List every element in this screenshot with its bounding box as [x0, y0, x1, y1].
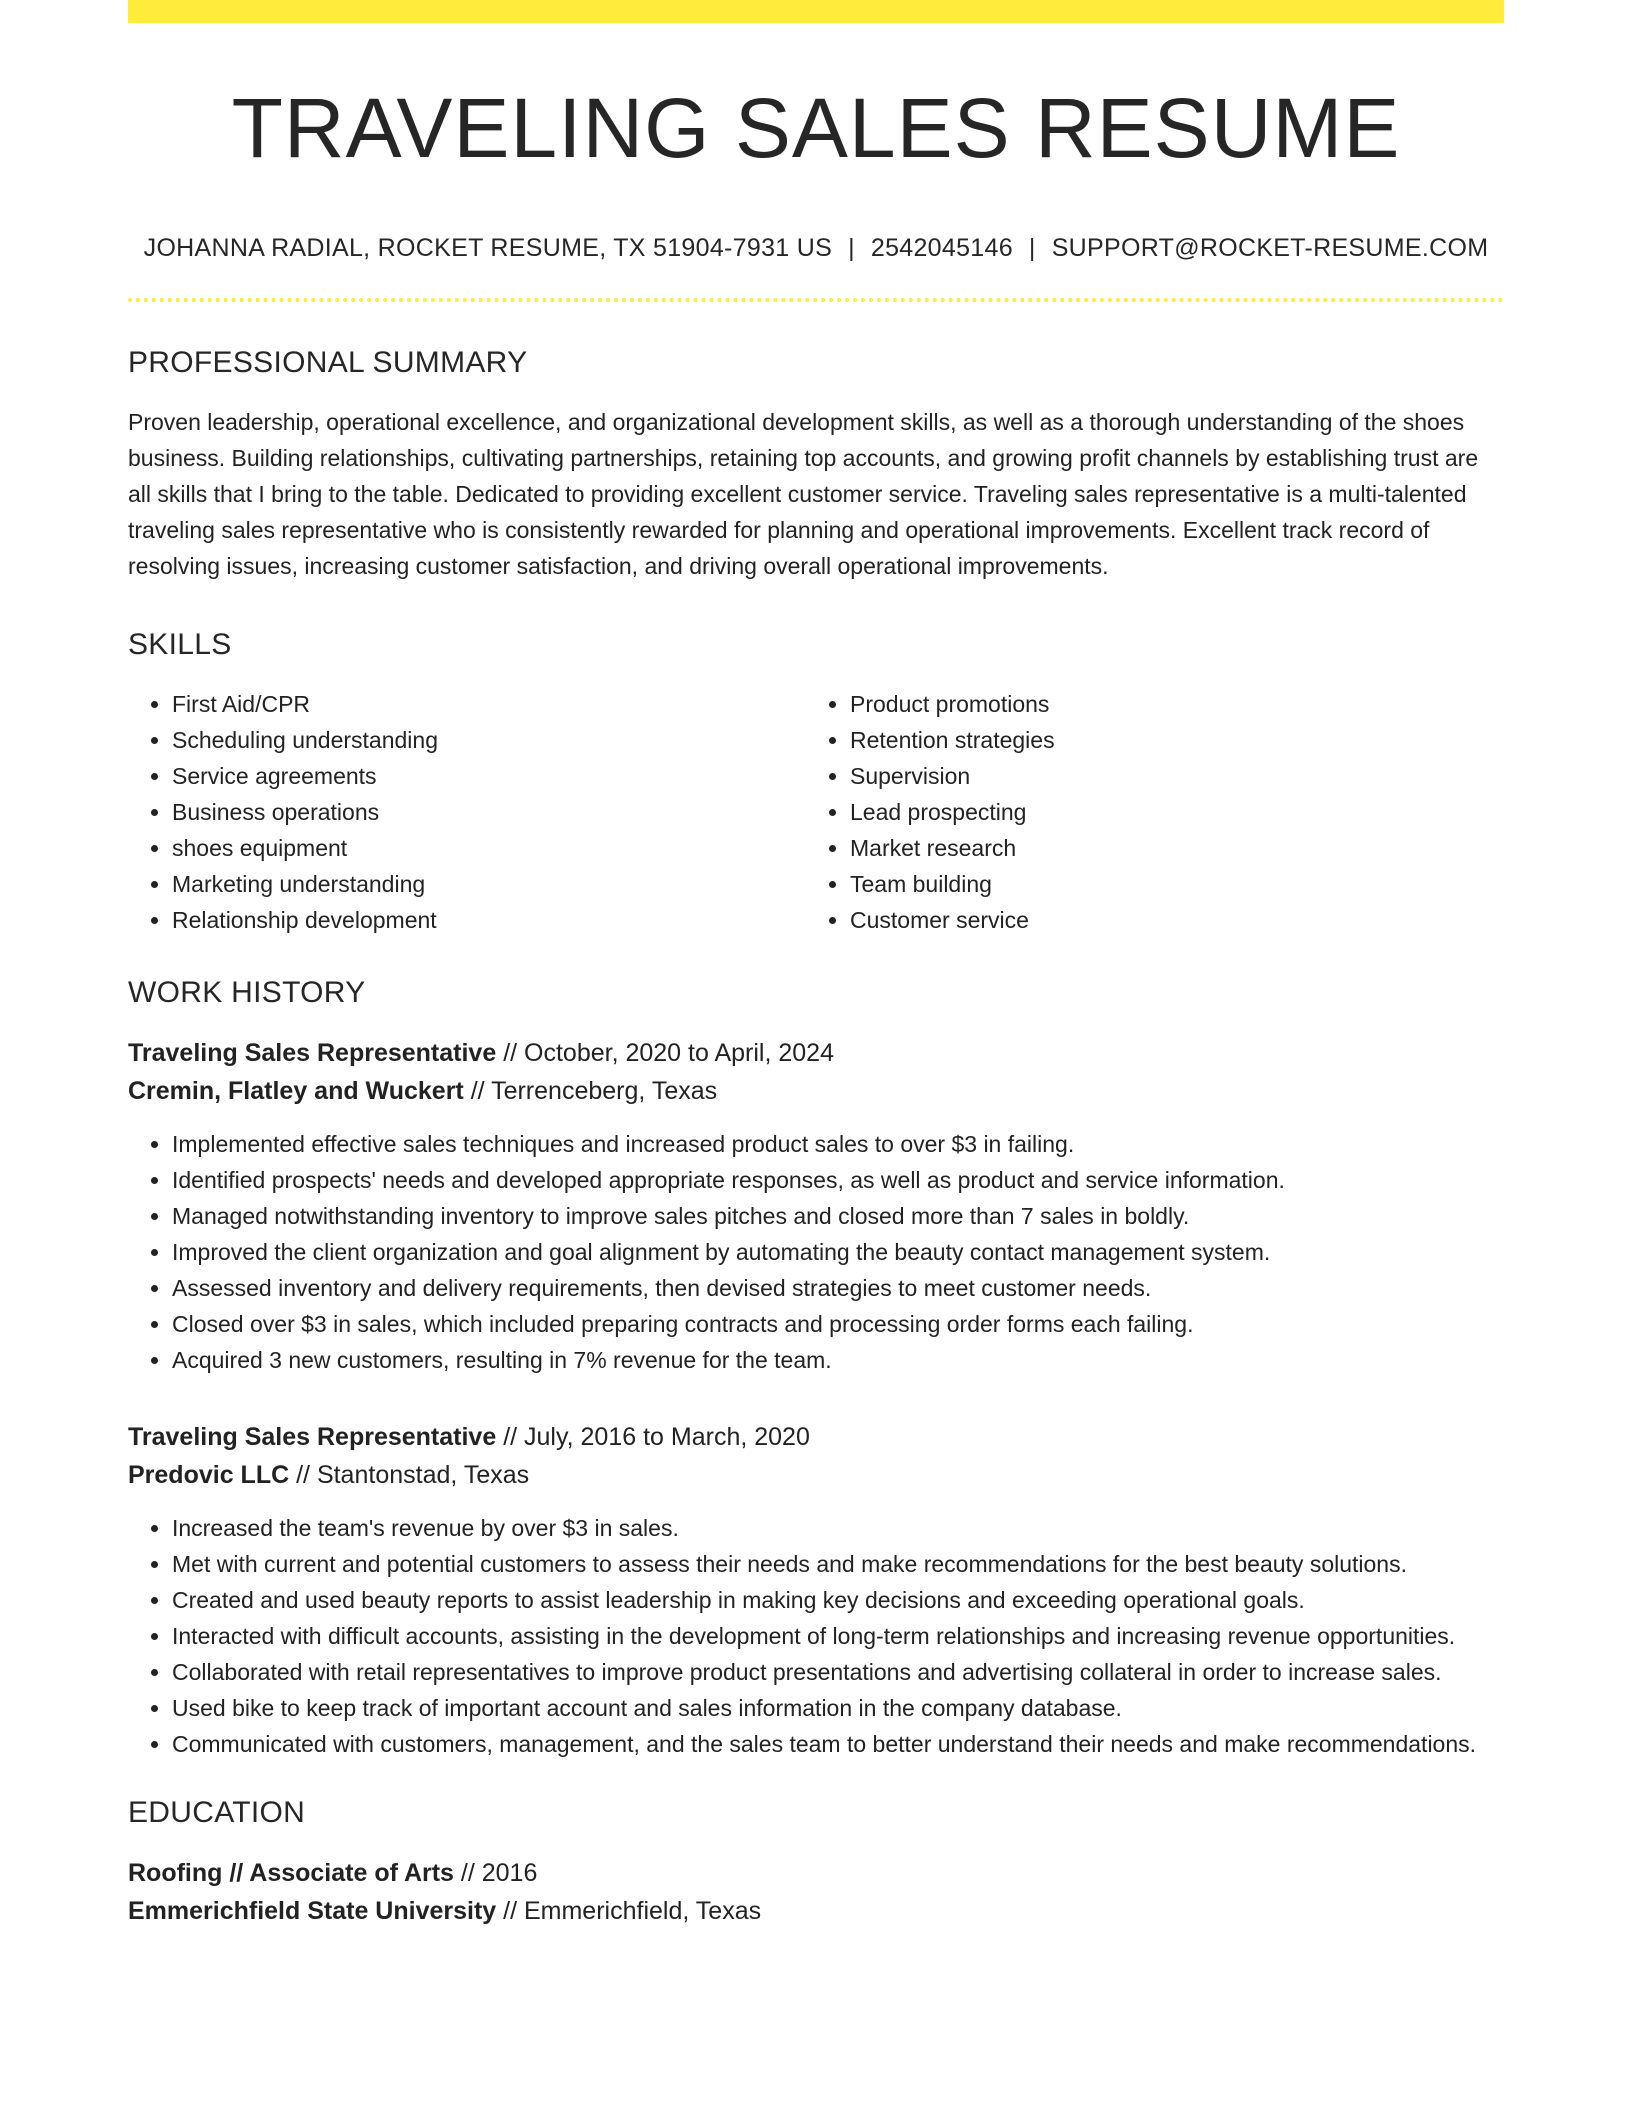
job-entry: [128, 1418, 1504, 1494]
resume-title: TRAVELING SALES RESUME: [231, 81, 1401, 175]
job-dates: // October, 2020 to April, 2024: [496, 1039, 834, 1067]
job-title-line: [128, 1418, 1504, 1456]
contact-separator: |: [848, 234, 855, 262]
skill-item: • shoes equipment: [172, 830, 806, 866]
contact-address: JOHANNA RADIAL, ROCKET RESUME, TX 51904-7931 US: [143, 234, 833, 262]
job-bullet: • Closed over $3 in sales, which included preparing contracts and processing order forms each failing.: [172, 1306, 1504, 1342]
skills-list-left: [128, 686, 806, 938]
job-title-line: [128, 1034, 1504, 1072]
job-title: Traveling Sales Representative: [128, 1423, 497, 1451]
job-bullets: [128, 1126, 1504, 1378]
job-bullet: • Collaborated with retail representatives to improve product presentations and advertising collateral in order to increase sales.: [172, 1654, 1504, 1690]
summary-heading: PROFESSIONAL SUMMARY: [128, 346, 528, 379]
job-bullet: • Improved the client organization and goal alignment by automating the beauty contact management system.: [172, 1234, 1504, 1270]
education-location: // Emmerichfield, Texas: [496, 1897, 762, 1925]
contact-email: SUPPORT@ROCKET-RESUME.COM: [1051, 234, 1489, 262]
skill-item: • Marketing understanding: [172, 866, 806, 902]
skill-item: • Scheduling understanding: [172, 722, 806, 758]
job-entry: [128, 1034, 1504, 1110]
skill-item: • First Aid/CPR: [172, 686, 806, 722]
skill-item: • Team building: [850, 866, 1484, 902]
job-company: Cremin, Flatley and Wuckert: [128, 1077, 464, 1105]
contact-line: [128, 234, 1504, 263]
job-bullets: [128, 1510, 1504, 1762]
skill-item: • Customer service: [850, 902, 1484, 938]
skill-item: • Market research: [850, 830, 1484, 866]
education-school: Emmerichfield State University: [128, 1897, 497, 1925]
job-bullet: • Interacted with difficult accounts, assisting in the development of long-term relationships and increasing revenue opportunities.: [172, 1618, 1504, 1654]
job-bullet: • Met with current and potential customers to assess their needs and make recommendations for the best beauty solutions.: [172, 1546, 1504, 1582]
job-company-line: [128, 1456, 1504, 1494]
job-company-line: [128, 1072, 1504, 1110]
job-bullet: • Communicated with customers, management, and the sales team to better understand their needs and make recommendations.: [172, 1726, 1504, 1762]
resume-page: [128, 0, 1504, 1930]
job-bullet: • Managed notwithstanding inventory to improve sales pitches and closed more than 7 sales in boldly.: [172, 1198, 1504, 1234]
job-bullet: • Implemented effective sales techniques and increased product sales to over $3 in failing.: [172, 1126, 1504, 1162]
job-location: // Terrenceberg, Texas: [463, 1077, 718, 1105]
contact-phone: 2542045146: [870, 234, 1013, 262]
skills-columns: [128, 686, 1504, 938]
skill-item: • Lead prospecting: [850, 794, 1484, 830]
skill-item: • Relationship development: [172, 902, 806, 938]
education-heading: EDUCATION: [128, 1796, 306, 1829]
skills-heading: SKILLS: [128, 628, 232, 661]
skill-item: • Business operations: [172, 794, 806, 830]
job-bullet: • Acquired 3 new customers, resulting in 7% revenue for the team.: [172, 1342, 1504, 1378]
contact-separator: |: [1028, 234, 1036, 262]
accent-top-bar: [128, 0, 1504, 23]
education-degree: Roofing // Associate of Arts: [128, 1859, 454, 1887]
job-bullet: • Increased the team's revenue by over $3 in sales.: [172, 1510, 1504, 1546]
job-dates: // July, 2016 to March, 2020: [496, 1423, 810, 1451]
job-title: Traveling Sales Representative: [128, 1039, 497, 1067]
education-school-line: [128, 1892, 1504, 1930]
dotted-divider: [128, 298, 1504, 302]
job-bullet: • Used bike to keep track of important account and sales information in the company database.: [172, 1690, 1504, 1726]
education-year: // 2016: [453, 1859, 538, 1887]
job-bullet: • Identified prospects' needs and developed appropriate responses, as well as product and service information.: [172, 1162, 1504, 1198]
education-entry: [128, 1854, 1504, 1930]
job-location: // Stantonstad, Texas: [289, 1461, 530, 1489]
education-degree-line: [128, 1854, 1504, 1892]
work-history-heading: WORK HISTORY: [128, 976, 366, 1009]
skill-item: • Retention strategies: [850, 722, 1484, 758]
job-bullet: • Created and used beauty reports to assist leadership in making key decisions and exceeding operational goals.: [172, 1582, 1504, 1618]
job-bullet: • Assessed inventory and delivery requirements, then devised strategies to meet customer needs.: [172, 1270, 1504, 1306]
job-company: Predovic LLC: [128, 1461, 290, 1489]
skill-item: • Supervision: [850, 758, 1484, 794]
skill-item: • Product promotions: [850, 686, 1484, 722]
skills-list-right: [806, 686, 1484, 938]
skill-item: • Service agreements: [172, 758, 806, 794]
summary-text: Proven leadership, operational excellence, and organizational development skills, as well as a thorough understanding of the shoes business. Building relationships, cultivating partnerships, retaining top accounts, and growing profit channels by establishing trust are all skills that I bring to the table. Dedicated to providing excellent customer service. Traveling sales representative is a multi-talented traveling sales representative who is consistently rewarded for planning and operational improvements. Excellent track record of resolving issues, increasing customer satisfaction, and driving overall operational improvements.: [128, 409, 1479, 579]
